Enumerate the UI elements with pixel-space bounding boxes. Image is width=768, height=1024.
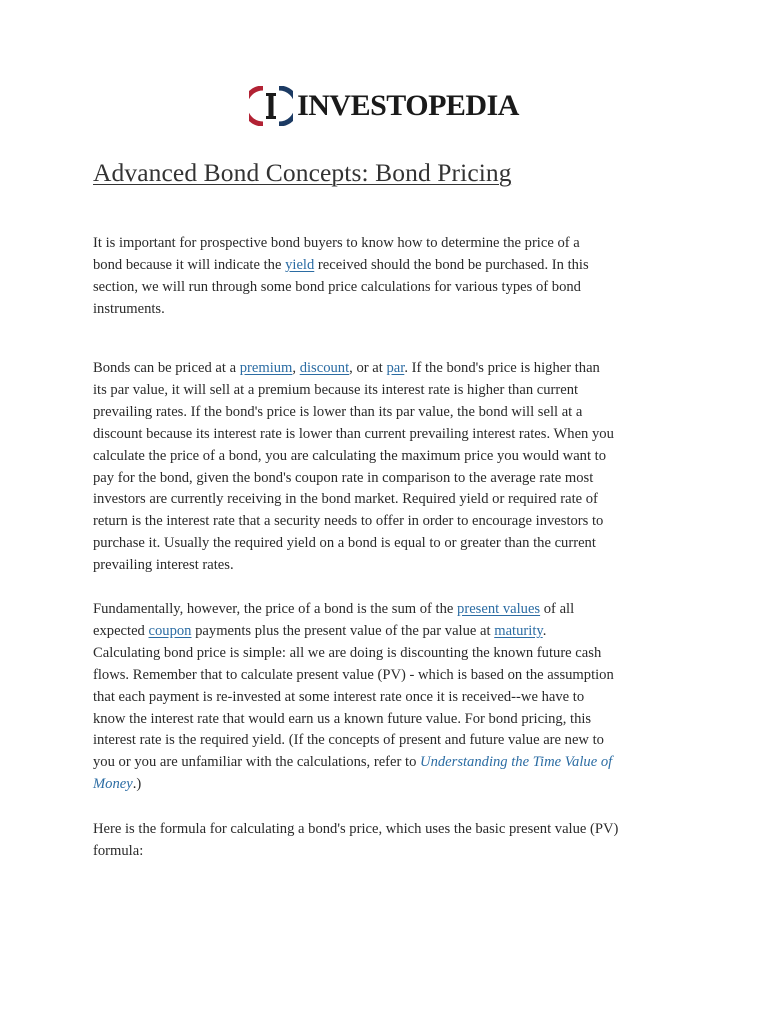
link-maturity[interactable]: maturity	[494, 622, 543, 639]
text-run: received should the bond be purchased. In this	[314, 256, 589, 273]
paragraph-line	[93, 774, 693, 796]
paragraph-line: purchase it. Usually the required yield on a bond is equal to or greater than the current	[93, 535, 596, 552]
link-time-value-of-money[interactable]: Understanding the Time Value of	[420, 754, 613, 771]
text-run: Bonds can be priced at a	[93, 360, 240, 376]
text-run: you or you are unfamiliar with the calculations, refer to	[93, 754, 421, 771]
paragraph-line	[93, 255, 693, 277]
paragraph-line: prevailing interest rates.	[93, 557, 234, 574]
text-run: bond because it will indicate the	[93, 256, 286, 273]
text-run: .	[542, 622, 547, 639]
text-run: payments plus the present value of the par value at	[191, 622, 495, 639]
paragraph-line: It is important for prospective bond buyers to know how to determine the price of a	[93, 235, 580, 251]
investopedia-logo	[0, 86, 768, 126]
logo-group	[249, 86, 519, 126]
paragraph-line: section, we will run through some bond price calculations for various types of bond	[93, 278, 581, 295]
article-title: Advanced Bond Concepts: Bond Pricing	[93, 158, 512, 187]
link-time-value-of-money-cont[interactable]: Money	[93, 776, 133, 793]
paragraph-present-value	[93, 599, 693, 796]
paragraph-line	[93, 752, 693, 774]
link-coupon[interactable]: coupon	[148, 622, 192, 639]
paragraph-line: instruments.	[93, 300, 165, 317]
text-run: , or at	[349, 360, 387, 376]
paragraph-line	[93, 599, 693, 621]
text-run: . If the bond's price is higher than	[404, 360, 600, 376]
paragraph-line: Calculating bond price is simple: all we are doing is discounting the known future cash	[93, 644, 602, 661]
paragraph-line: Here is the formula for calculating a bond's price, which uses the basic present value (PV)	[93, 821, 619, 837]
paragraph-line: discount because its interest rate is lower than current prevailing interest rates. When you	[93, 425, 614, 442]
text-run: expected	[93, 622, 149, 639]
paragraph-intro	[93, 233, 693, 321]
text-run: ,	[292, 360, 300, 376]
link-par[interactable]: par	[386, 360, 405, 376]
paragraph-premium-discount	[93, 358, 693, 577]
paragraph-formula-intro	[93, 819, 693, 863]
paragraph-line: its par value, it will sell at a premium because its interest rate is higher than current	[93, 381, 579, 398]
paragraph-line: prevailing rates. If the bond's price is lower than its par value, the bond will sell at a	[93, 403, 583, 420]
text-run: Fundamentally, however, the price of a bond is the sum of the	[93, 601, 458, 617]
paragraph-line: formula:	[93, 842, 144, 859]
paragraph-line: investors are currently receiving in the bond market. Required yield or required rate of	[93, 491, 598, 508]
link-discount[interactable]: discount	[299, 360, 350, 376]
text-run: .)	[132, 776, 142, 793]
paragraph-line: pay for the bond, given the bond's coupon rate in comparison to the average rate most	[93, 469, 594, 486]
paragraph-line	[93, 358, 693, 380]
paragraph-line: return is the interest rate that a security needs to offer in order to encourage investors to	[93, 513, 604, 530]
investopedia-logo-mark-icon	[249, 86, 293, 126]
text-run: of all	[540, 601, 575, 617]
paragraph-line: know the interest rate that would earn us a known future value. For bond pricing, this	[93, 710, 592, 727]
paragraph-line: calculate the price of a bond, you are calculating the maximum price you would want to	[93, 447, 607, 464]
link-premium[interactable]: premium	[239, 360, 293, 376]
paragraph-line: interest rate is the required yield. (If the concepts of present and future value are new to	[93, 732, 604, 749]
paragraph-line	[93, 621, 693, 643]
paragraph-line: flows. Remember that to calculate present value (PV) - which is based on the assumption	[93, 666, 614, 683]
paragraph-line: that each payment is re-invested at some interest rate once it is received--we have to	[93, 688, 585, 705]
logo-wordmark: INVESTOPEDIA	[297, 89, 519, 122]
link-present-values[interactable]: present values	[457, 601, 541, 617]
link-yield[interactable]: yield	[285, 256, 315, 273]
